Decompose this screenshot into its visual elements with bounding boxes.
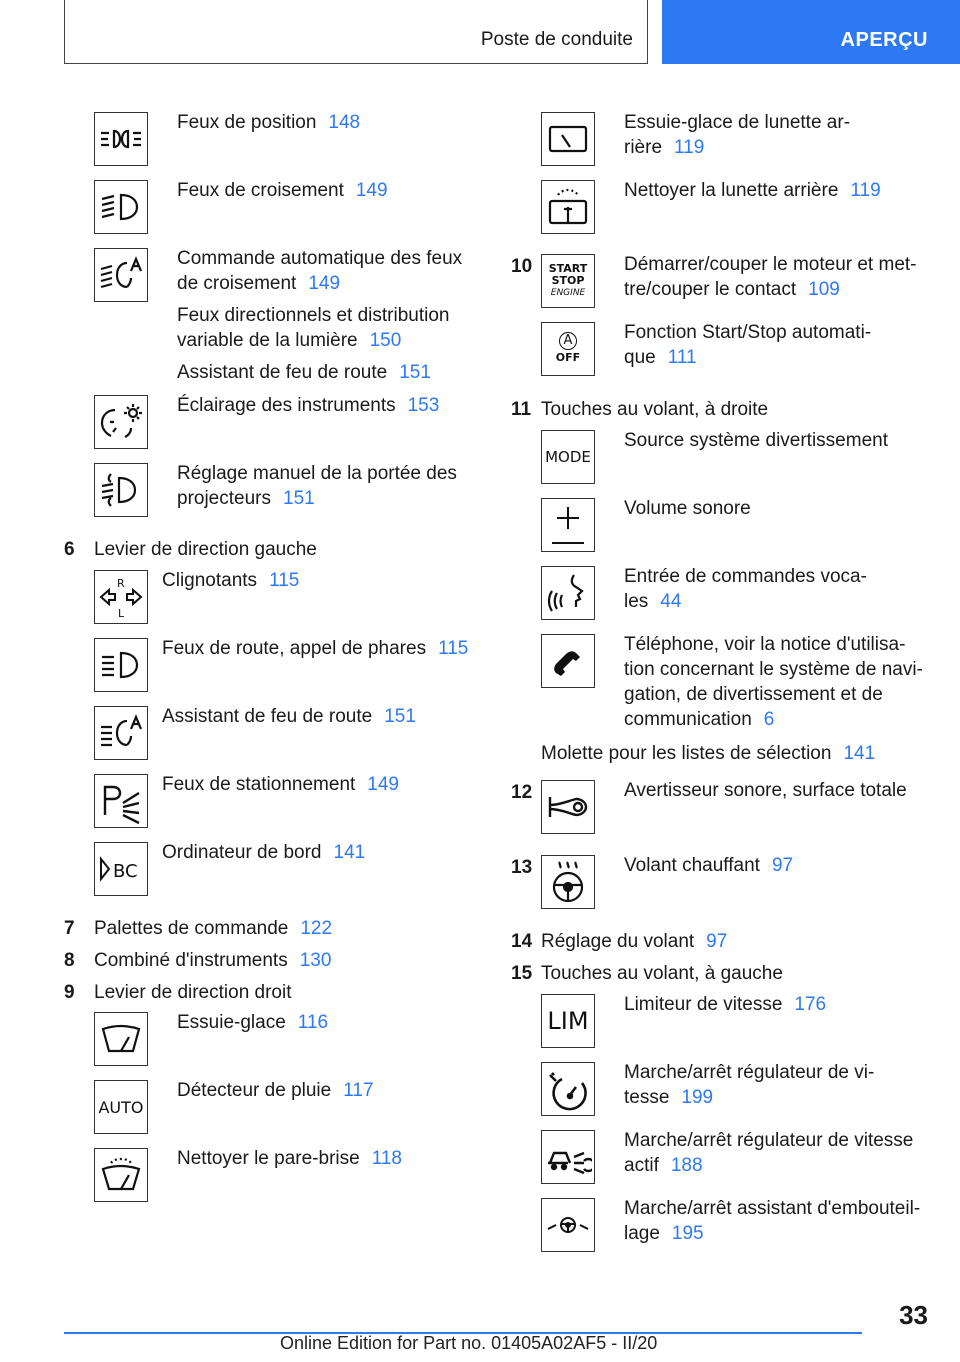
item-text-line1: Marche/arrêt régulateur de vi- — [624, 1062, 875, 1083]
page-link[interactable]: 6 — [763, 709, 775, 730]
section-number: 8 — [64, 950, 75, 971]
high-beam-assistant-icon — [94, 706, 148, 760]
item-text: Feux de croisement — [177, 180, 344, 201]
page-link[interactable]: 148 — [328, 112, 361, 133]
low-beam-icon — [94, 180, 148, 234]
page-link[interactable]: 122 — [300, 918, 333, 939]
item-text-line1: Réglage manuel de la portée des — [177, 463, 457, 484]
list-item — [94, 1080, 374, 1134]
page-link[interactable]: 117 — [343, 1080, 374, 1101]
svg-text:L: L — [118, 607, 125, 620]
voice-command-icon — [541, 566, 595, 620]
list-item — [94, 638, 468, 692]
svg-text:R: R — [117, 577, 125, 590]
rain-sensor-icon — [94, 1080, 148, 1134]
list-item — [94, 248, 462, 385]
headlight-range-icon — [94, 463, 148, 517]
item-text-line2: tesse — [624, 1087, 670, 1108]
list-item — [541, 566, 867, 620]
section-number: 10 — [511, 256, 533, 277]
section-heading — [541, 929, 727, 954]
item-text-line2: tre/couper le contact — [624, 279, 797, 300]
phone-icon — [541, 634, 595, 688]
section-number: 11 — [511, 399, 532, 420]
page-link[interactable]: 111 — [667, 347, 697, 368]
page-link[interactable]: 151 — [283, 488, 315, 509]
section-heading: Levier de direction droit — [94, 982, 292, 1003]
item-text-line1: Essuie-glace de lunette ar- — [624, 112, 851, 133]
horn-icon — [541, 780, 595, 834]
section-number: 6 — [64, 539, 75, 560]
item-text: Essuie-glace — [177, 1012, 286, 1033]
page-link[interactable]: 149 — [355, 180, 388, 201]
page-number: 33 — [899, 1300, 928, 1330]
list-item — [94, 842, 365, 896]
list-item — [94, 1148, 402, 1202]
list-item — [94, 112, 360, 166]
item-text-line2: les — [624, 591, 649, 612]
section-number: 13 — [511, 857, 533, 878]
icon-label-3: ENGINE — [550, 288, 586, 298]
item-text: Ordinateur de bord — [162, 842, 322, 863]
page-link[interactable]: 188 — [670, 1155, 703, 1176]
list-item — [94, 570, 299, 624]
page-link[interactable]: 97 — [771, 855, 794, 876]
page-link[interactable]: 97 — [706, 931, 728, 952]
item-text-line1: Démarrer/couper le moteur et met- — [624, 254, 917, 275]
list-item — [541, 1062, 874, 1116]
list-item — [94, 1012, 328, 1066]
icon-label-1: A — [559, 332, 577, 350]
page-link[interactable]: 119 — [674, 137, 705, 158]
item-text-line2: que — [624, 347, 656, 368]
section-heading — [94, 916, 332, 941]
item-text: Limiteur de vitesse — [624, 994, 783, 1015]
high-beam-icon — [94, 638, 148, 692]
item-text: Détecteur de pluie — [177, 1080, 332, 1101]
rear-wiper-icon — [541, 112, 595, 166]
list-item — [541, 994, 826, 1048]
volume-icon — [541, 498, 595, 552]
item-text-line1: Fonction Start/Stop automati- — [624, 322, 872, 343]
item-text-line2: rière — [624, 137, 663, 158]
section-heading: Touches au volant, à droite — [541, 399, 769, 420]
item-text: Combiné d'instruments — [94, 950, 288, 971]
page-link[interactable]: 118 — [371, 1148, 402, 1169]
list-item — [541, 430, 888, 484]
item-text-line1: Entrée de commandes voca- — [624, 566, 867, 587]
icon-label: MODE — [545, 448, 591, 466]
list-item — [541, 855, 793, 909]
page-link[interactable]: 195 — [671, 1223, 704, 1244]
list-item — [541, 780, 907, 834]
windshield-washer-icon — [94, 1148, 148, 1202]
list-item — [541, 498, 751, 552]
icon-label: AUTO — [98, 1097, 144, 1117]
list-item — [94, 180, 388, 234]
auto-start-stop-off-icon — [541, 322, 595, 376]
item-text: Nettoyer la lunette arrière — [624, 180, 839, 201]
item-text: Clignotants — [162, 570, 258, 591]
position-lights-icon — [94, 112, 148, 166]
item-text: Assistant de feu de route — [162, 706, 373, 727]
item-text: Palettes de commande — [94, 918, 289, 939]
instrument-lighting-icon — [94, 395, 148, 449]
svg-text:BC: BC — [113, 861, 138, 882]
page-link[interactable]: 115 — [269, 570, 300, 591]
mode-button-icon — [541, 430, 595, 484]
item-text-line3: gation, de divertissement et de — [624, 684, 883, 705]
list-item — [541, 1198, 920, 1252]
page-link[interactable]: 149 — [367, 774, 399, 795]
icon-label-2: OFF — [555, 351, 581, 364]
section-number: 15 — [511, 963, 533, 984]
page-link[interactable]: 176 — [794, 994, 827, 1015]
item-text-line2: variable de la lumière — [177, 330, 358, 351]
list-item — [94, 463, 457, 517]
list-item — [541, 254, 917, 308]
header-section-box — [64, 0, 648, 64]
item-text-line1: Téléphone, voir la notice d'utilisa- — [624, 634, 906, 655]
list-item — [541, 1130, 913, 1184]
page-link[interactable]: 153 — [407, 395, 440, 416]
page-link[interactable]: 150 — [369, 330, 402, 351]
item-text: Source système divertissement — [624, 430, 888, 451]
item-text: Éclairage des instruments — [177, 395, 396, 416]
item-text-line2: actif — [624, 1155, 659, 1176]
page-link[interactable]: 130 — [299, 950, 332, 971]
item-text: Volume sonore — [624, 498, 751, 519]
traffic-jam-assistant-icon — [541, 1198, 595, 1252]
section-number: 9 — [64, 982, 75, 1003]
section-number: 7 — [64, 918, 75, 939]
section-heading — [94, 948, 331, 973]
item-text-line4: communication — [624, 709, 752, 730]
icon-label-1: START — [548, 262, 588, 275]
start-stop-button-icon — [541, 254, 595, 308]
item-text: Avertisseur sonore, surface totale — [624, 780, 907, 801]
page-link[interactable]: 141 — [843, 743, 876, 764]
icon-label: LIM — [547, 1007, 589, 1035]
heated-steering-wheel-icon — [541, 855, 595, 909]
list-item — [94, 706, 416, 760]
page-link[interactable]: 119 — [850, 180, 881, 201]
active-cruise-control-icon — [541, 1130, 595, 1184]
item-text-line2: projecteurs — [177, 488, 271, 509]
page-link[interactable]: 116 — [297, 1012, 329, 1033]
item-text-line1: Marche/arrêt assistant d'embouteil- — [624, 1198, 921, 1219]
item-text-line2: lage — [624, 1223, 660, 1244]
item-text: Feux de position — [177, 112, 317, 133]
parking-lights-icon — [94, 774, 148, 828]
list-item — [541, 180, 881, 234]
item-text: Réglage du volant — [541, 931, 695, 952]
on-board-computer-icon — [94, 842, 148, 896]
header-tab-apercu[interactable] — [662, 0, 960, 64]
header-tab-label: APERÇU — [840, 29, 928, 51]
page-link[interactable]: 151 — [399, 362, 431, 383]
item-text: Molette pour les listes de sélection — [541, 743, 832, 764]
item-text: Nettoyer le pare-brise — [177, 1148, 360, 1169]
list-item — [541, 112, 850, 166]
page-link[interactable]: 109 — [808, 279, 840, 300]
section-heading: Touches au volant, à gauche — [541, 963, 783, 984]
turn-signal-icon — [94, 570, 148, 624]
list-item — [541, 741, 875, 766]
item-text: Feux de stationnement — [162, 774, 356, 795]
auto-headlight-icon — [94, 248, 148, 302]
item-text-line1: Feux directionnels et distribution — [177, 305, 450, 326]
section-number: 14 — [511, 931, 533, 952]
item-text-line1: Marche/arrêt régulateur de vitesse — [624, 1130, 914, 1151]
section-number: 12 — [511, 782, 533, 803]
header-section-title: Poste de conduite — [480, 29, 633, 50]
item-text-line2: de croisement — [177, 273, 297, 294]
footer-edition: Online Edition for Part no. 01405A02AF5 - II/20 — [280, 1333, 658, 1353]
page-link[interactable]: 199 — [681, 1087, 714, 1108]
item-text: Feux de route, appel de phares — [162, 638, 427, 659]
item-text-line2: tion concernant le système de navi- — [624, 659, 923, 680]
item-text: Volant chauffant — [624, 855, 760, 876]
cruise-control-icon — [541, 1062, 595, 1116]
icon-label-2: STOP — [551, 274, 585, 287]
wiper-icon — [94, 1012, 148, 1066]
section-heading: Levier de direction gauche — [94, 539, 317, 560]
item-text-line1: Commande automatique des feux — [177, 248, 463, 269]
list-item — [94, 774, 399, 828]
page-link[interactable]: 151 — [384, 706, 416, 727]
item-text: Assistant de feu de route — [177, 362, 388, 383]
page-link[interactable]: 115 — [438, 638, 469, 659]
page-link[interactable]: 141 — [333, 842, 366, 863]
list-item — [541, 322, 871, 376]
list-item — [541, 634, 923, 732]
page-link[interactable]: 149 — [308, 273, 341, 294]
page-link[interactable]: 44 — [660, 591, 682, 612]
speed-limiter-icon — [541, 994, 595, 1048]
rear-washer-icon — [541, 180, 595, 234]
list-item — [94, 395, 439, 449]
